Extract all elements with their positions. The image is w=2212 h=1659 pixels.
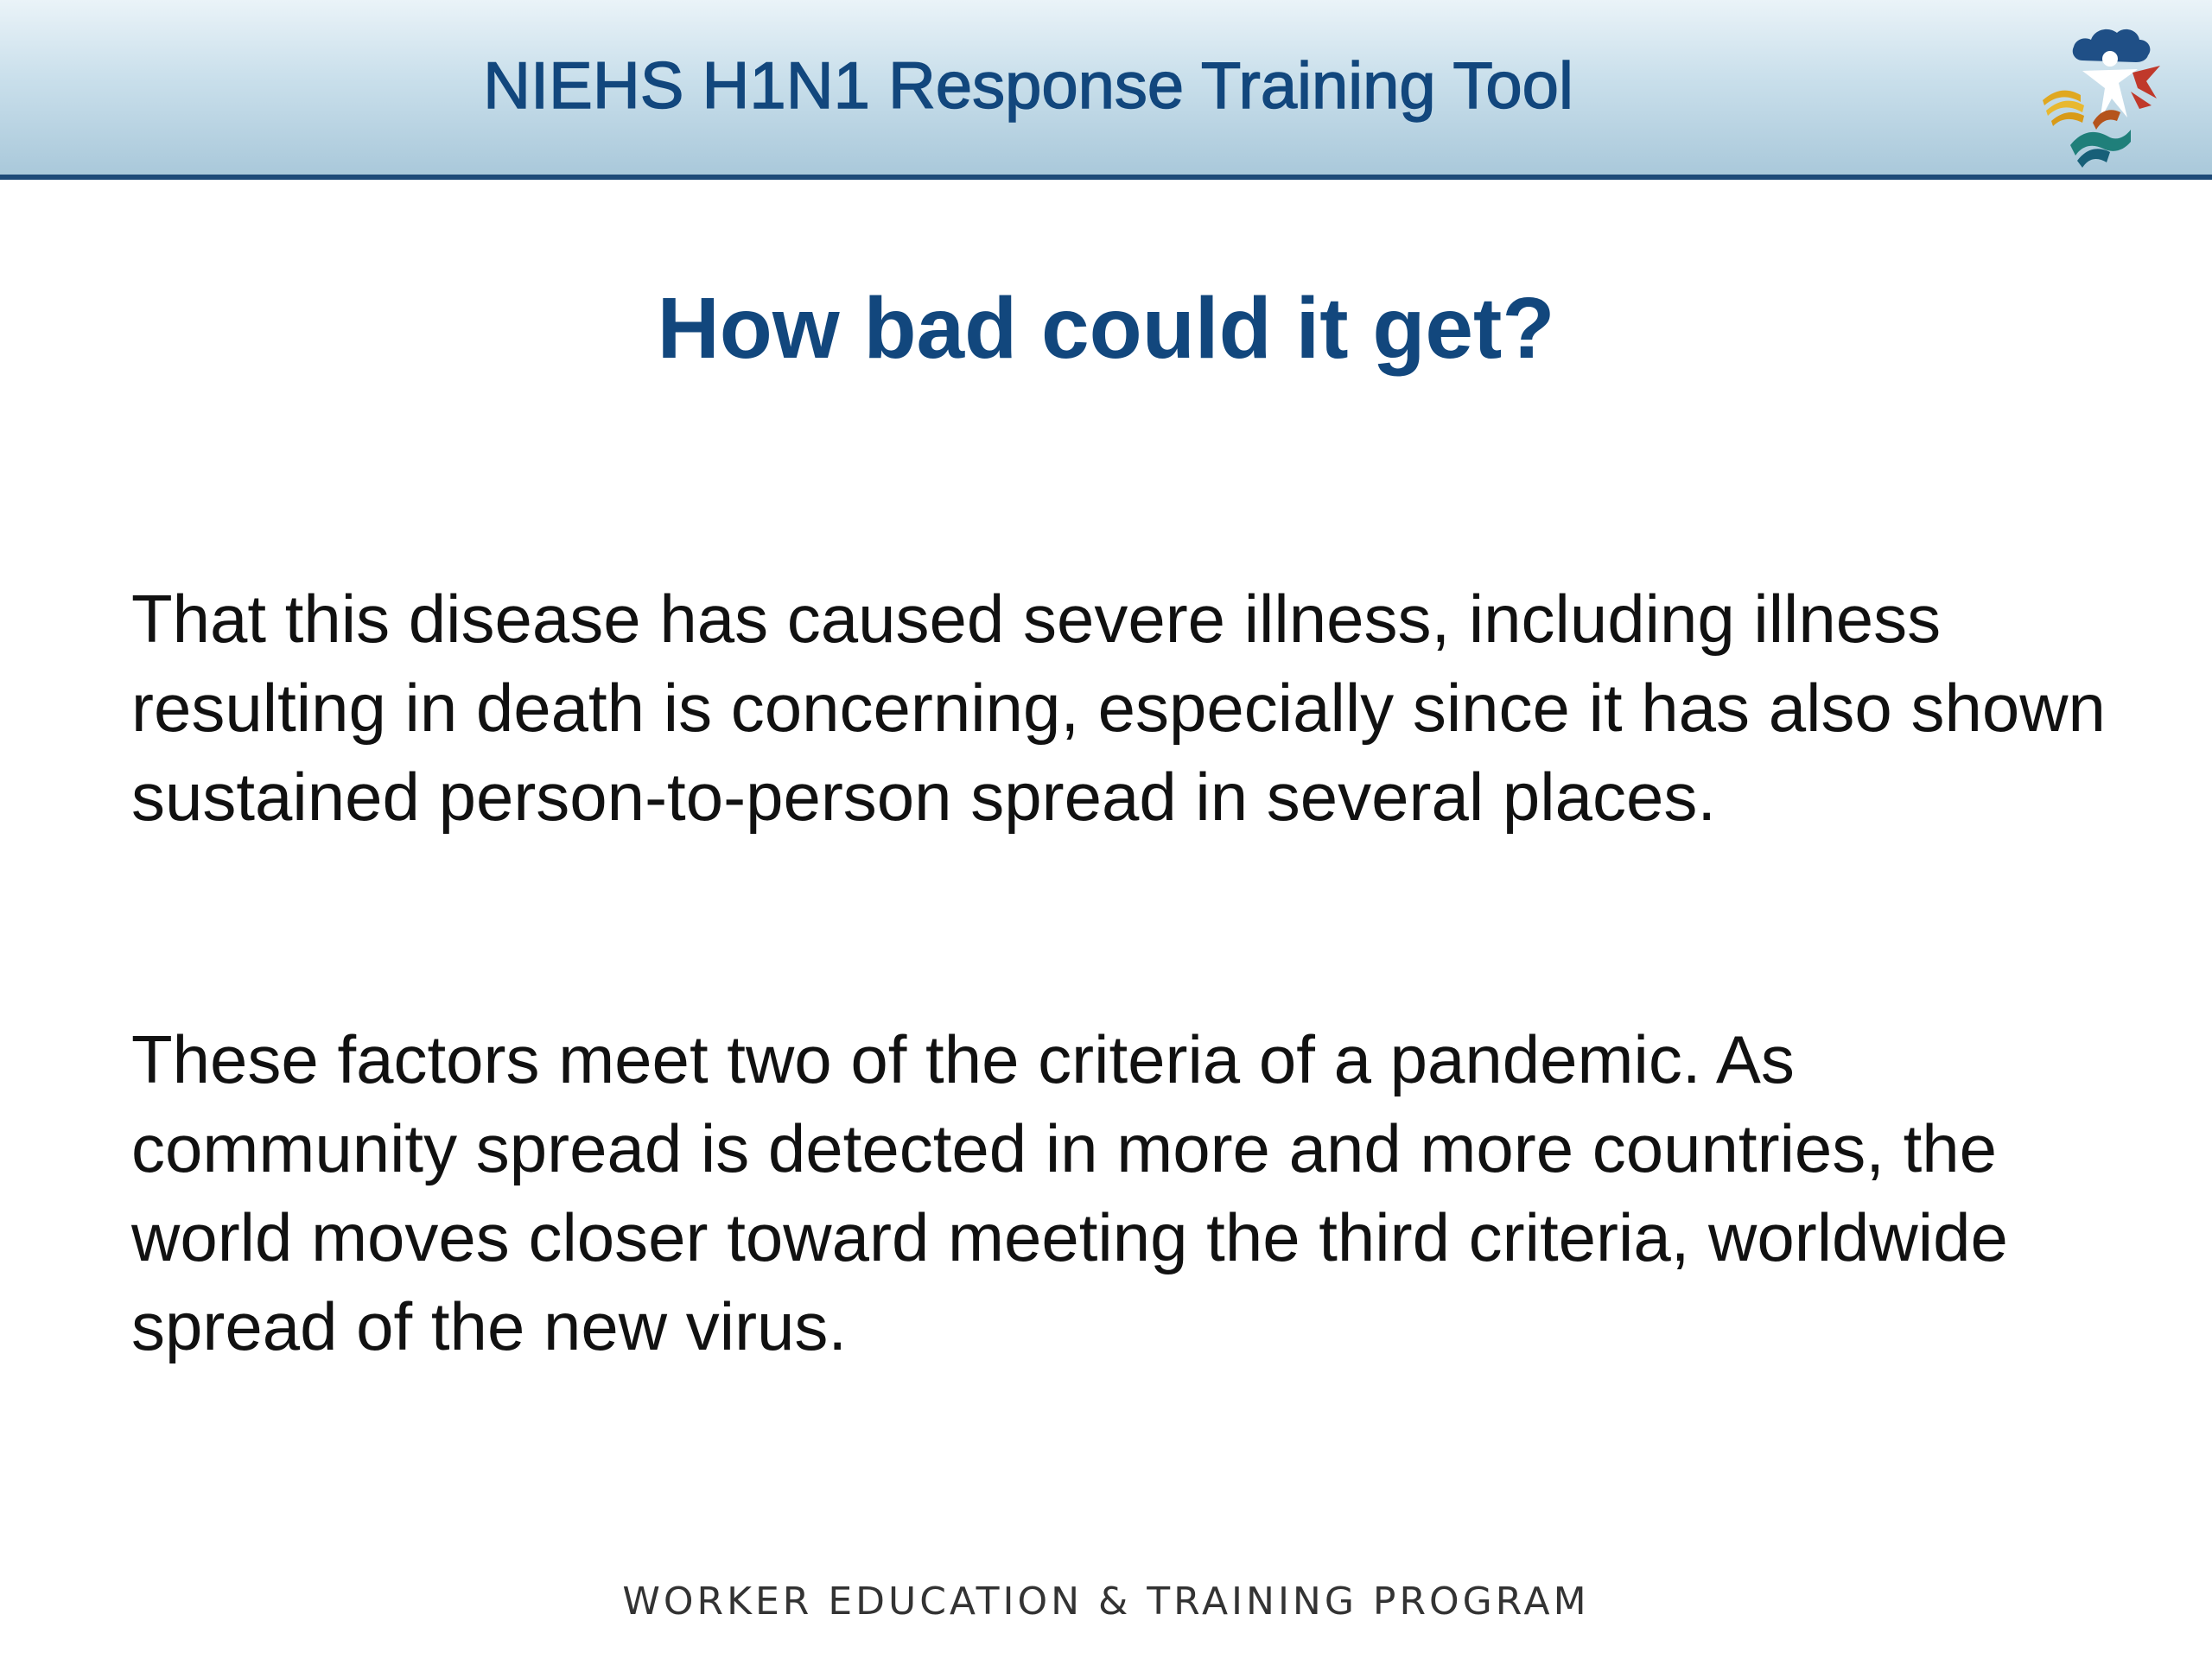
header-divider	[0, 175, 2212, 180]
body-paragraph-1: That this disease has caused severe illness, including illness resulting in death is concerning, especially since it has also shown sustained person-to-person spread in several places.	[131, 581, 2106, 835]
body-paragraph-2: These factors meet two of the criteria of a pandemic. As community spread is detected in more and more countries, the world moves closer toward meeting the third criteria, worldwide spread of the new virus.	[131, 1021, 2008, 1364]
page-title: How bad could it get?	[657, 280, 1555, 377]
footer-program-name: WORKER EDUCATION & TRAINING PROGRAM	[622, 1580, 1590, 1624]
header-title: NIEHS H1N1 Response Training Tool	[483, 49, 1573, 123]
niehs-worker-logo-icon	[2031, 16, 2177, 171]
header-banner	[0, 0, 2212, 176]
